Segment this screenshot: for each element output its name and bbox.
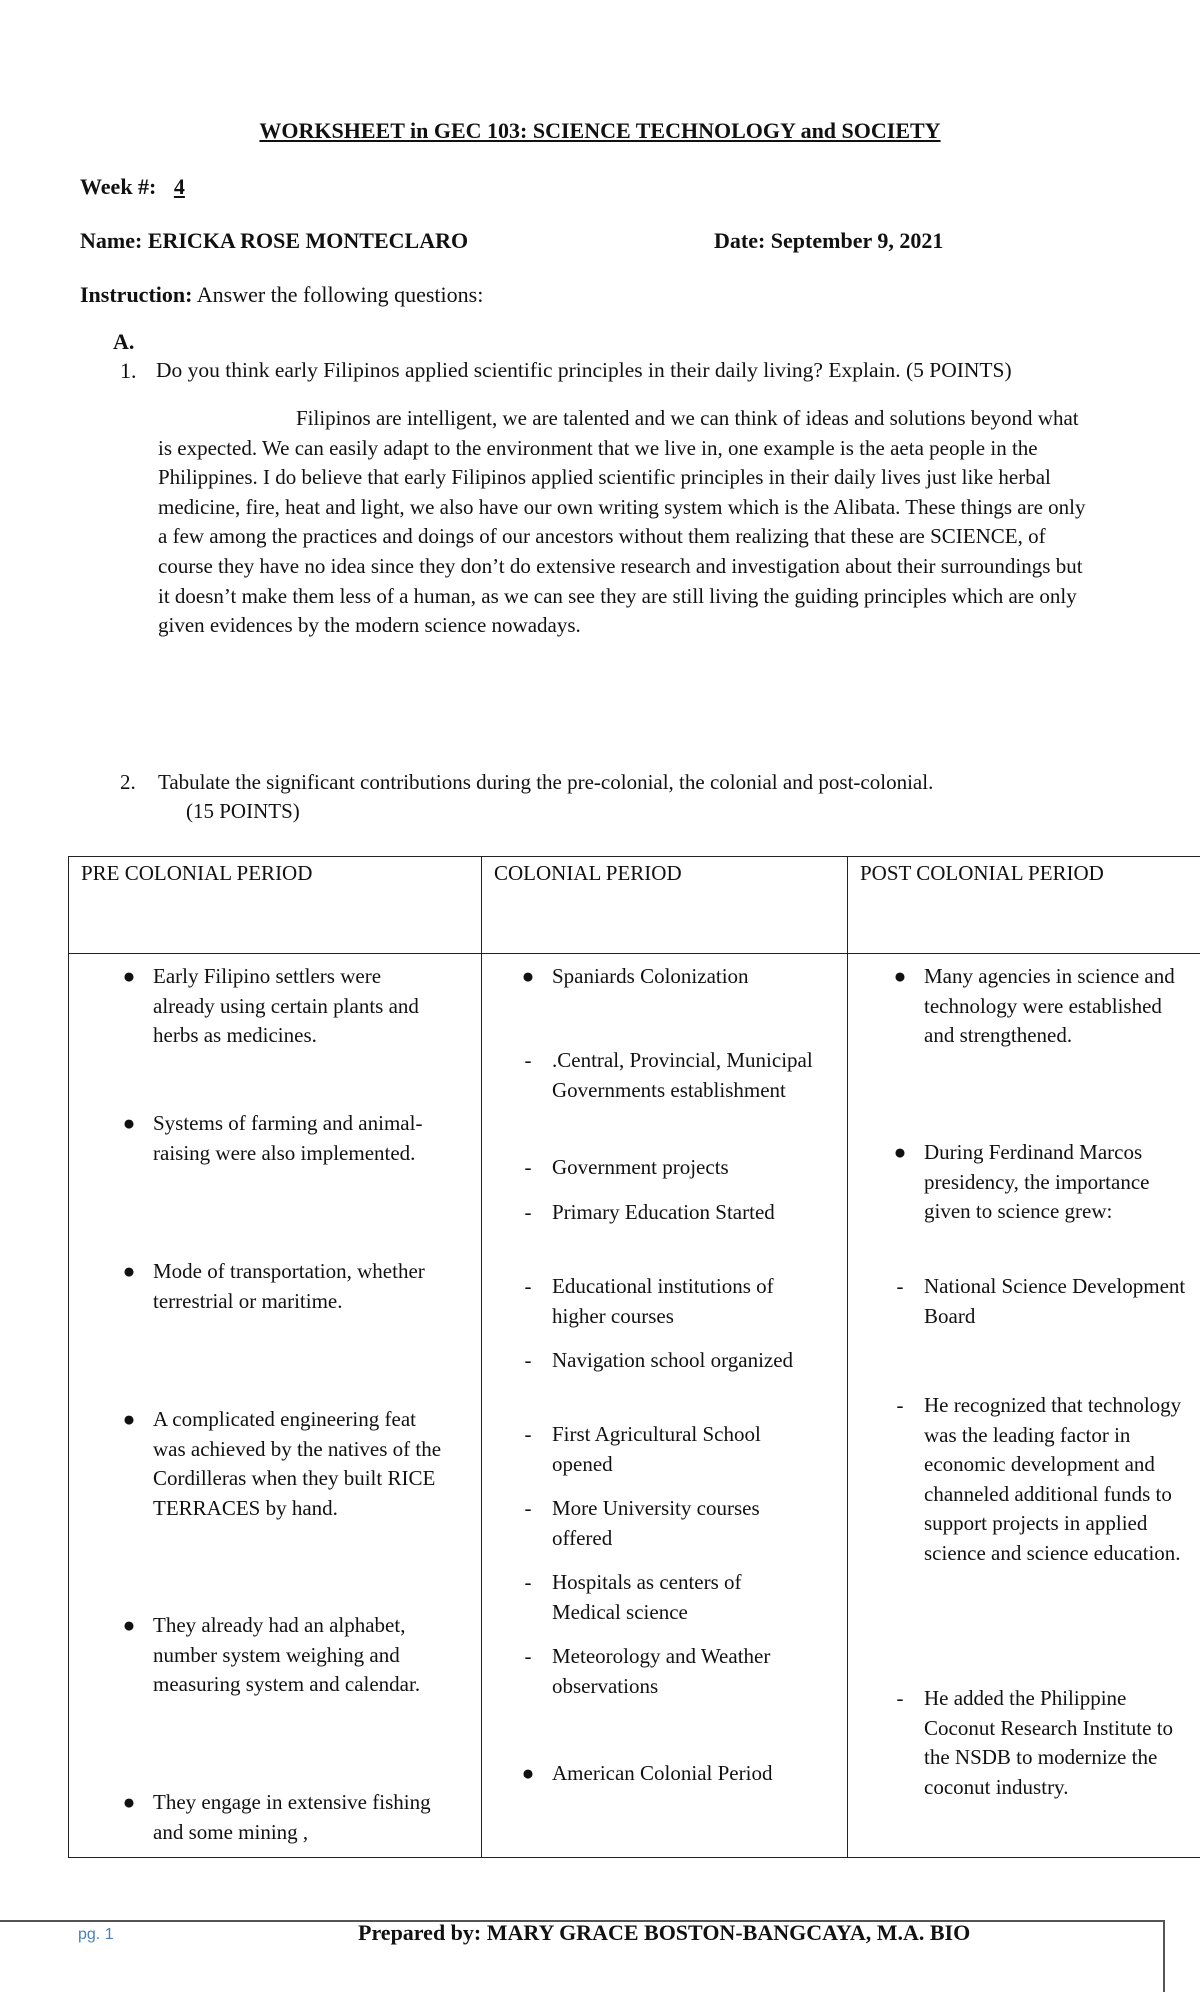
- bullet-icon: ●: [516, 1759, 540, 1789]
- dash-icon: -: [888, 1391, 912, 1421]
- colonial-cell: ● Spaniards Colonization - .Central, Provincial, Municipal Governments establishment - Government projects - Primary Education Started - Educational institutions of higher courses - Navigation school organized - First Agricultural School opened - More University courses offered - Hospitals as centers of Medical science - Meteorology and Weather observations ● American Colonial Period: [482, 954, 848, 1858]
- week-value: 4: [162, 174, 197, 200]
- q2-text: Tabulate the significant contributions during the pre-colonial, the colonial and post-colonial.: [158, 770, 933, 795]
- q1-number: 1.: [120, 358, 137, 384]
- q1-answer-text: Filipinos are intelligent, we are talented and we can think of ideas and solutions beyond what is expected. We can easily adapt to the environment that we live in, one example is the aeta people in the Philippines. I do believe that early Filipinos applied scientific principles in their daily lives just like herbal medicine, fire, heat and light, we also have our own writing system which is the Alibata. These things are only a few among the practices and doings of our ancestors without them realizing that these are SCIENCE, of course they have no idea since they don’t do extensive research and investigation about their surroundings but it doesn’t make them less of a human, as we can see they are still living the guiding principles which are only given evidences by the modern science nowadays.: [158, 406, 1085, 637]
- dash-icon: -: [516, 1272, 540, 1302]
- dash-icon: -: [516, 1568, 540, 1598]
- dash-icon: -: [516, 1642, 540, 1672]
- dash-icon: -: [516, 1046, 540, 1076]
- name-line: [80, 228, 468, 254]
- bullet-icon: ●: [516, 962, 540, 992]
- bullet-icon: ●: [117, 1257, 141, 1287]
- bullet-icon: ●: [117, 962, 141, 992]
- dash-icon: -: [516, 1420, 540, 1450]
- page-number: pg. 1: [78, 1926, 114, 1944]
- header-pre-colonial: PRE COLONIAL PERIOD: [69, 857, 482, 954]
- q1-answer: [158, 404, 1088, 641]
- contributions-table: [68, 856, 1200, 1858]
- dash-icon: -: [888, 1684, 912, 1714]
- bullet-icon: ●: [117, 1611, 141, 1641]
- dash-icon: -: [888, 1272, 912, 1302]
- bullet-icon: ●: [888, 1138, 912, 1168]
- header-post-colonial: POST COLONIAL PERIOD: [848, 857, 1200, 954]
- date-text: Date: September 9, 2021: [714, 228, 943, 254]
- week-line: [80, 174, 197, 200]
- post-colonial-cell: ● Many agencies in science and technology were established and strengthened. ● During Ferdinand Marcos presidency, the importance given to science grew: - National Science Development Board - He recognized that technology was the leading factor in economic development and channeled additional funds to support projects in applied science and science education. - He added the Philippine Coconut Research Institute to the NSDB to modernize the coconut industry.: [848, 954, 1200, 1858]
- header-colonial: COLONIAL PERIOD: [482, 857, 848, 954]
- worksheet-title: WORKSHEET in GEC 103: SCIENCE TECHNOLOGY and SOCIETY: [0, 118, 1200, 144]
- instruction-label: Instruction:: [80, 282, 192, 307]
- section-a-label: A.: [113, 329, 134, 355]
- instruction-line: [80, 282, 483, 308]
- name-label: Name:: [80, 228, 142, 253]
- q2-points: (15 POINTS): [186, 799, 300, 824]
- bullet-icon: ●: [117, 1405, 141, 1435]
- dash-icon: -: [516, 1198, 540, 1228]
- bullet-icon: ●: [117, 1109, 141, 1139]
- prepared-by: Prepared by: MARY GRACE BOSTON-BANGCAYA, M.A. BIO: [358, 1920, 970, 1946]
- dash-icon: -: [516, 1153, 540, 1183]
- week-label: Week #:: [80, 174, 156, 199]
- bullet-icon: ●: [117, 1788, 141, 1818]
- pre-colonial-cell: ● Early Filipino settlers were already using certain plants and herbs as medicines. ● Systems of farming and animal-raising were also implemented. ● Mode of transportation, whether terrestrial or maritime. ● A complicated engineering feat was achieved by the natives of the Cordilleras when they built RICE TERRACES by hand. ● They already had an alphabet, number system weighing and measuring system and calendar. ● They engage in extensive fishing and some mining ,: [69, 954, 482, 1858]
- student-name: ERICKA ROSE MONTECLARO: [148, 228, 468, 253]
- dash-icon: -: [516, 1346, 540, 1376]
- bullet-icon: ●: [888, 962, 912, 992]
- q1-text: Do you think early Filipinos applied scientific principles in their daily living? Explain. (5 POINTS): [156, 358, 1012, 383]
- dash-icon: -: [516, 1494, 540, 1524]
- q2-number: 2.: [120, 770, 136, 795]
- instruction-text: Answer the following questions:: [197, 282, 484, 307]
